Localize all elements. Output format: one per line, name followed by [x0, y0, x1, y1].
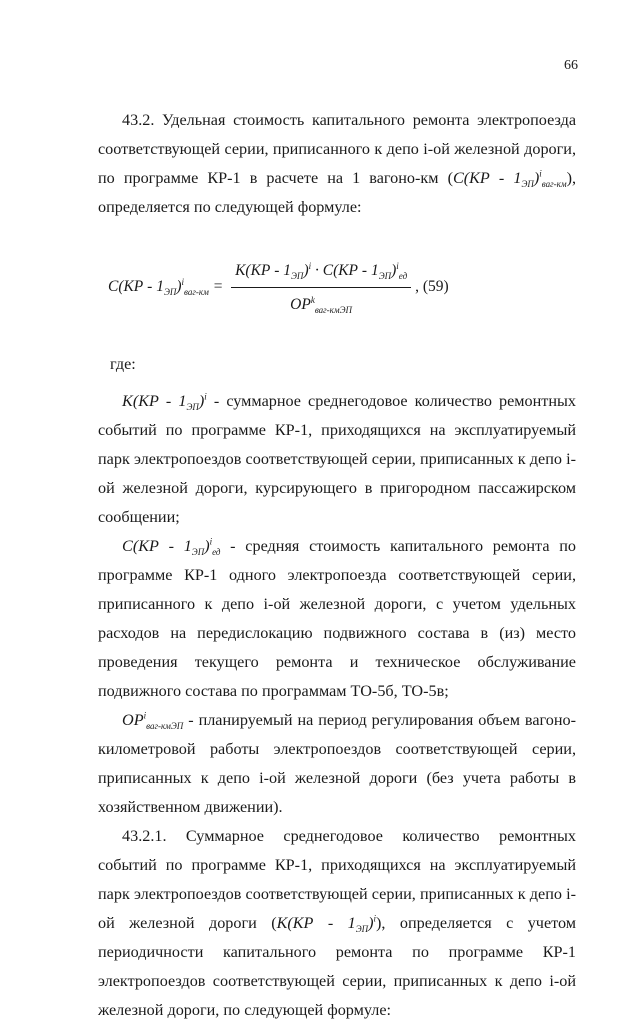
paragraph-43-2-1-text-a: 43.2.1. Суммарное среднегодовое количество ремонтных событий по программе КР-1, приходящихся на эксплуатируемый парк электропоездов соответствующей серии, приписанных к депо i-ой железной дороги (: [98, 827, 576, 932]
where-label: где:: [110, 355, 136, 373]
definition-K-text: - суммарное среднегодовое количество ремонтных событий по программе КР-1, приходящихся на эксплуатируемый парк электропоездов соответствующей серии, приписанных к депо i-ой железной дороги, курсирующего в пригородном пассажирском сообщении;: [98, 392, 576, 526]
formula-59: [98, 248, 576, 316]
definition-C-symbol: $C(КР - 1_{ЭП})^i_{ед}$: [122, 536, 221, 558]
definition-C: [98, 532, 576, 706]
formula-denominator: $OP^k_{ваг-кмЭП}$: [290, 294, 353, 316]
formula-fraction: [231, 256, 411, 319]
definition-OP-symbol: $OP^i_{ваг-кмЭП}$: [122, 710, 184, 732]
paragraph-43-2-1: [98, 822, 576, 1025]
definition-C-text: - средняя стоимость капитального ремонта по программе КР-1 одного электропоезда соответствующей серии, приписанного к депо i-ой железной дороги, с учетом удельных расходов на передислокацию подвижного состава в (из) место проведения текущего ремонта и техническое обслуживание подвижного состава по программам ТО-5б, ТО-5в;: [98, 537, 577, 700]
definition-OP: [98, 706, 576, 822]
paragraph-43-2-text-b: ), определяется по следующей формуле:: [98, 169, 577, 216]
document-body: [98, 106, 576, 1025]
definition-K: [98, 387, 576, 532]
inline-symbol-K: $K(КР - 1_{ЭП})^i$: [276, 913, 377, 935]
paragraph-43-2-text-a: 43.2. Удельная стоимость капитального ремонта электропоезда соответствующей серии, приписанного к депо i-ой железной дороги, по программе КР-1 в расчете на 1 вагоно-км (: [98, 111, 576, 187]
formula-lhs: $C(КР - 1_{ЭП})^i_{ваг-км}$: [108, 276, 209, 298]
inline-symbol-C: $C(КР - 1_{ЭП})^i_{ваг-км}$: [452, 168, 567, 190]
formula-numerator: $K(КР - 1_{ЭП})^i \cdot C(КР - 1_{ЭП})^i_{ед}$: [231, 256, 411, 288]
paragraph-43-2: [98, 106, 576, 222]
formula-equals: =: [212, 278, 224, 296]
definition-K-symbol: $K(КР - 1_{ЭП})^i$: [122, 391, 207, 413]
paragraph-43-2-1-text-b: ), определяется с учетом периодичности капитального ремонта по программе КР-1 электропоездов соответствующей серии, приписанных к депо i-ой железной дороги, по следующей формуле:: [98, 914, 577, 1019]
definition-OP-text: - планируемый на период регулирования объем вагоно-километровой работы электропоездов соответствующей серии, приписанных к депо i-ой железной дороги (без учета работы в хозяйственном движении).: [98, 711, 576, 816]
formula-number: , (59): [415, 278, 449, 296]
page-number: 66: [564, 58, 578, 73]
